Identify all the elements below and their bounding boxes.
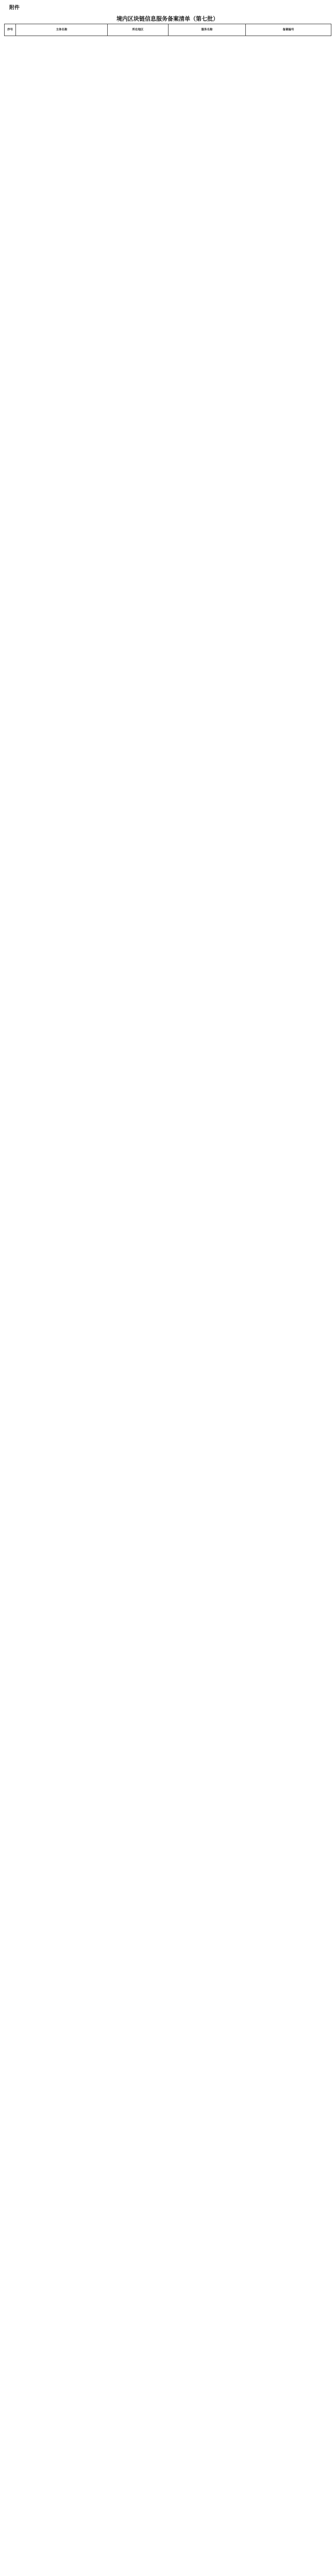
header-region: 所在地区	[108, 24, 169, 36]
header-service: 服务名称	[169, 24, 246, 36]
attachment-label: 附件	[9, 5, 20, 11]
header-record-number: 备案编号	[246, 24, 331, 36]
table-header-row	[5, 24, 331, 36]
header-company: 主体名称	[16, 24, 108, 36]
document-title: 境内区块链信息服务备案清单（第七批）	[116, 15, 219, 22]
registry-table-container	[4, 24, 331, 36]
header-index: 序号	[5, 24, 16, 36]
registry-table	[4, 24, 331, 36]
